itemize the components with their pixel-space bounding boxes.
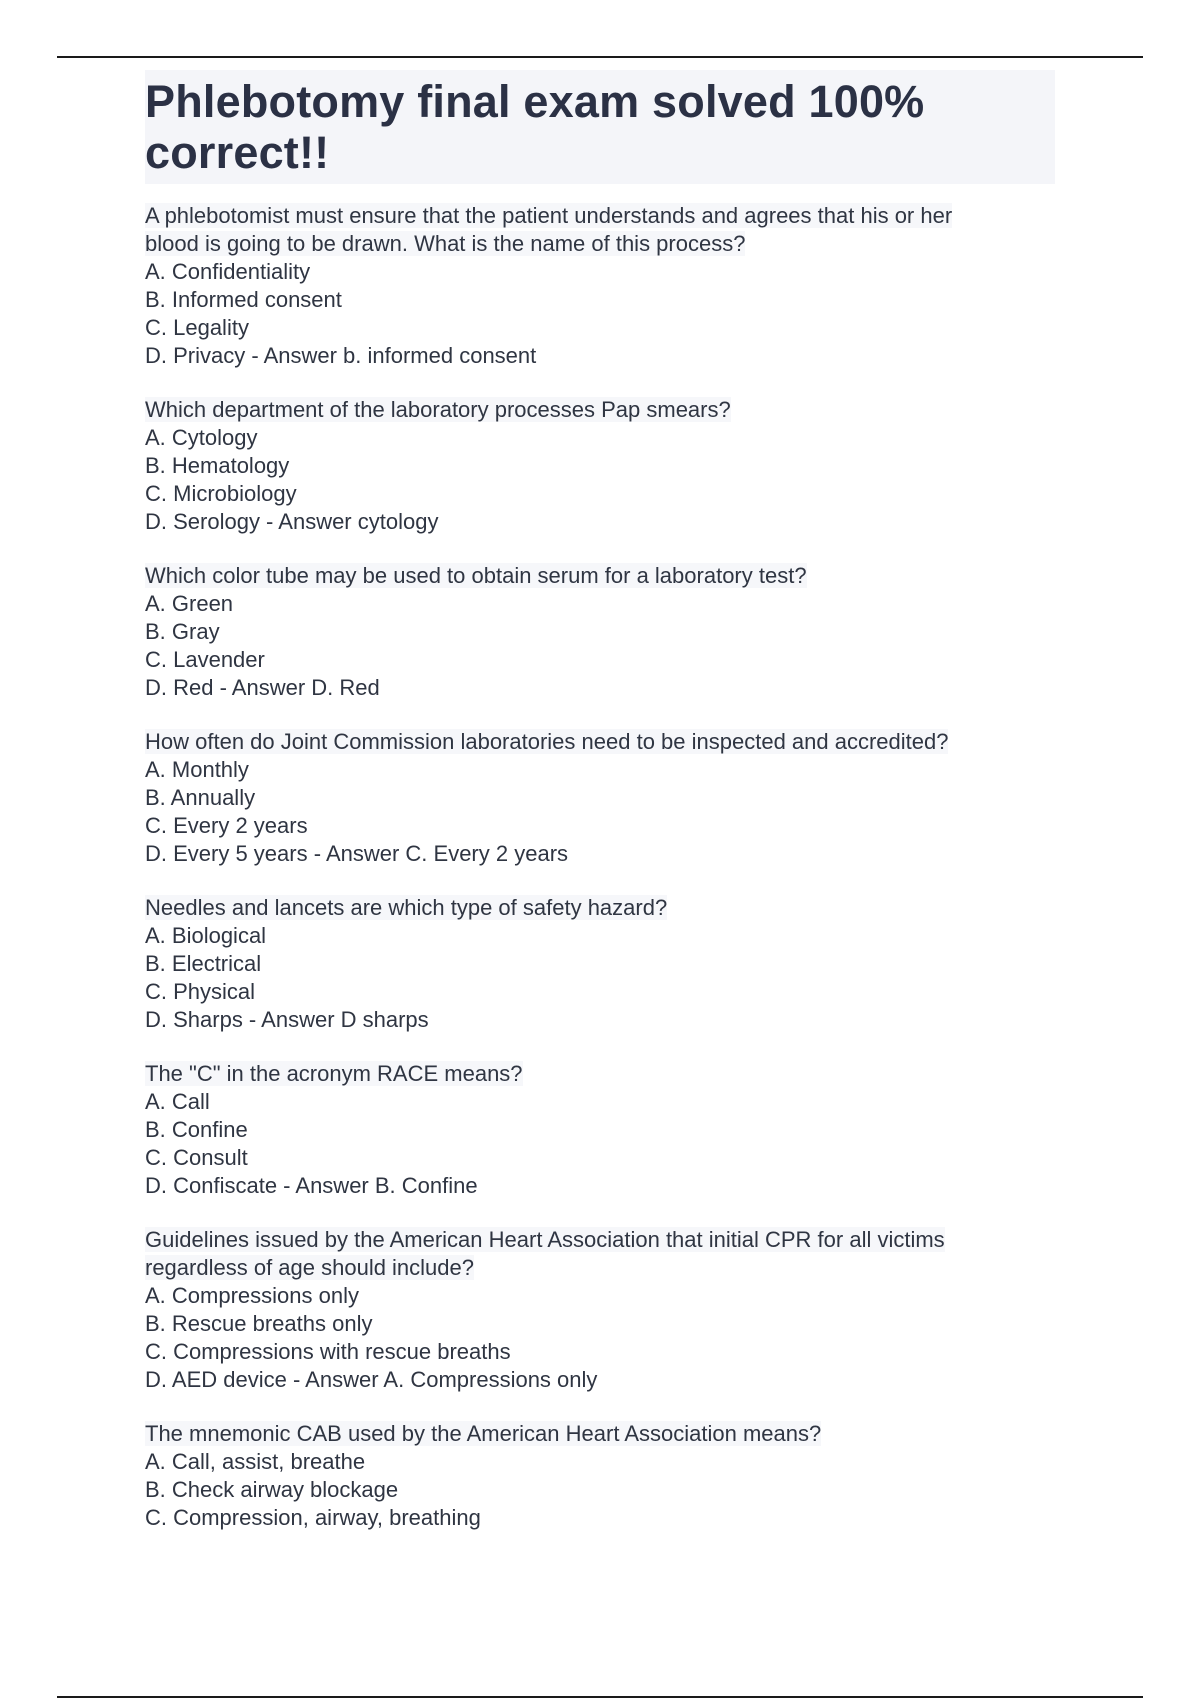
- question-prompt: Guidelines issued by the American Heart Association that initial CPR for all victims: [145, 1227, 945, 1252]
- answer-option: B. Confine: [145, 1117, 248, 1142]
- question-prompt: blood is going to be drawn. What is the name of this process?: [145, 231, 746, 256]
- answer-option: D. Red - Answer D. Red: [145, 675, 380, 700]
- answer-option: B. Check airway blockage: [145, 1477, 399, 1502]
- answer-option: B. Informed consent: [145, 287, 342, 312]
- answer-option: B. Gray: [145, 619, 220, 644]
- question-block: [145, 1060, 1055, 1200]
- answer-option: A. Biological: [145, 923, 267, 948]
- answer-option: C. Microbiology: [145, 481, 297, 506]
- question-prompt: Which department of the laboratory processes Pap smears?: [145, 397, 731, 422]
- question-block: [145, 396, 1055, 536]
- answer-option: A. Monthly: [145, 757, 249, 782]
- title-line: Phlebotomy final exam solved 100%: [145, 76, 925, 127]
- answer-option: D. Privacy - Answer b. informed consent: [145, 343, 537, 368]
- title-line: correct!!: [145, 127, 330, 178]
- answer-option: D. AED device - Answer A. Compressions only: [145, 1367, 598, 1392]
- answer-option: C. Physical: [145, 979, 256, 1004]
- answer-option: B. Annually: [145, 785, 256, 810]
- answer-option: C. Every 2 years: [145, 813, 308, 838]
- answer-option: A. Green: [145, 591, 234, 616]
- answer-option: A. Call, assist, breathe: [145, 1449, 366, 1474]
- question-block: [145, 1420, 1055, 1532]
- title-block: [145, 70, 1055, 184]
- answer-option: C. Compressions with rescue breaths: [145, 1339, 511, 1364]
- footer-rule: [57, 1696, 1143, 1698]
- question-block: [145, 202, 1055, 370]
- answer-option: D. Serology - Answer cytology: [145, 509, 439, 534]
- page-title: [145, 76, 1055, 178]
- answer-option: A. Confidentiality: [145, 259, 311, 284]
- answer-option: B. Hematology: [145, 453, 290, 478]
- answer-option: A. Cytology: [145, 425, 258, 450]
- question-prompt: Needles and lancets are which type of safety hazard?: [145, 895, 668, 920]
- answer-option: B. Electrical: [145, 951, 262, 976]
- answer-option: C. Consult: [145, 1145, 248, 1170]
- answer-option: D. Sharps - Answer D sharps: [145, 1007, 429, 1032]
- answer-option: C. Legality: [145, 315, 249, 340]
- document-body: [145, 70, 1055, 1558]
- question-prompt: Which color tube may be used to obtain serum for a laboratory test?: [145, 563, 807, 588]
- answer-option: D. Every 5 years - Answer C. Every 2 years: [145, 841, 569, 866]
- answer-option: B. Rescue breaths only: [145, 1311, 373, 1336]
- header-rule: [57, 56, 1143, 58]
- question-prompt: The "C" in the acronym RACE means?: [145, 1061, 523, 1086]
- question-prompt: A phlebotomist must ensure that the patient understands and agrees that his or her: [145, 203, 953, 228]
- answer-option: A. Call: [145, 1089, 210, 1114]
- question-prompt: How often do Joint Commission laboratories need to be inspected and accredited?: [145, 729, 949, 754]
- question-prompt: regardless of age should include?: [145, 1255, 475, 1280]
- answer-option: C. Compression, airway, breathing: [145, 1505, 481, 1530]
- question-block: [145, 728, 1055, 868]
- question-block: [145, 1226, 1055, 1394]
- answer-option: A. Compressions only: [145, 1283, 359, 1308]
- answer-option: C. Lavender: [145, 647, 265, 672]
- question-prompt: The mnemonic CAB used by the American Heart Association means?: [145, 1421, 822, 1446]
- answer-option: D. Confiscate - Answer B. Confine: [145, 1173, 478, 1198]
- question-block: [145, 562, 1055, 702]
- question-block: [145, 894, 1055, 1034]
